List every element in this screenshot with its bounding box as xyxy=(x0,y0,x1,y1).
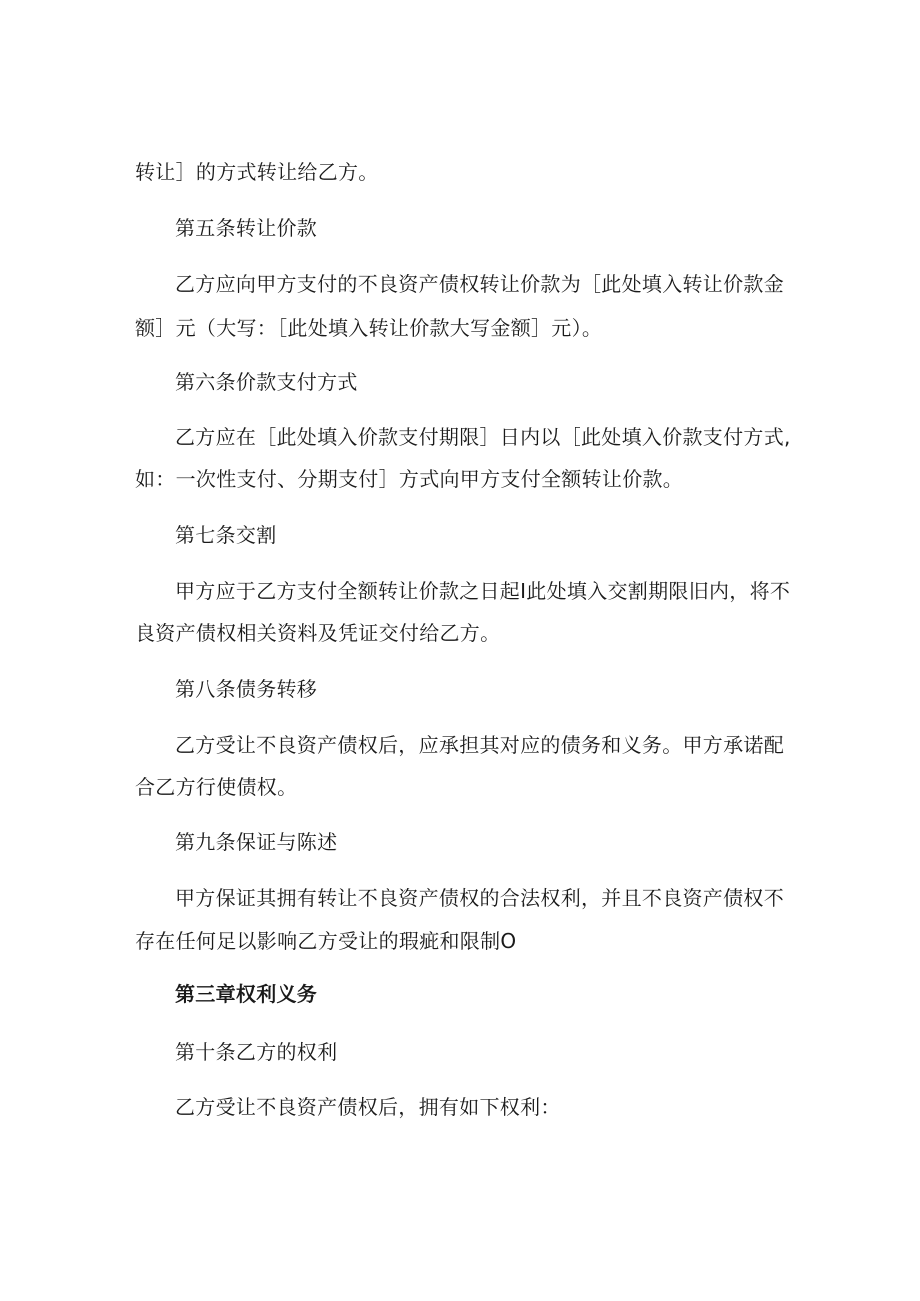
article-heading: 第五条转让价款 xyxy=(175,216,318,240)
paragraph-line: 甲方应于乙方支付全额转让价款之日起I此处填入交割期限旧内，将不 xyxy=(175,579,791,603)
paragraph-line: 存在任何足以影响乙方受让的瑕疵和限制O xyxy=(135,929,517,953)
paragraph-line: 额］元（大写：［此处填入转让价款大写金额］元）。 xyxy=(135,316,603,340)
paragraph-line: 甲方保证其拥有转让不良资产债权的合法权利，并且不良资产债权不 xyxy=(175,886,784,910)
paragraph-line: 乙方受让不良资产债权后，应承担其对应的债务和义务。甲方承诺配 xyxy=(175,733,784,757)
paragraph-line: 乙方受让不良资产债权后，拥有如下权利： xyxy=(175,1095,561,1119)
article-heading: 第十条乙方的权利 xyxy=(175,1040,338,1064)
article-heading: 第八条债务转移 xyxy=(175,677,318,701)
article-heading: 第六条价款支付方式 xyxy=(175,370,358,394)
paragraph-line: 乙方应在［此处填入价款支付期限］日内以［此处填入价款支付方式, xyxy=(175,425,791,449)
article-heading: 第七条交割 xyxy=(175,523,277,547)
article-heading: 第九条保证与陈述 xyxy=(175,830,338,854)
paragraph-line: 良资产债权相关资料及凭证交付给乙方。 xyxy=(135,621,501,645)
chapter-heading: 第三章权利义务 xyxy=(175,982,318,1006)
paragraph-line: 转让］的方式转让给乙方。 xyxy=(135,160,379,184)
paragraph-line: 合乙方行使债权。 xyxy=(135,775,298,799)
paragraph-line: 乙方应向甲方支付的不良资产债权转让价款为［此处填入转让价款金 xyxy=(175,272,784,296)
paragraph-line: 如：一次性支付、分期支付］方式向甲方支付全额转让价款。 xyxy=(135,467,684,491)
